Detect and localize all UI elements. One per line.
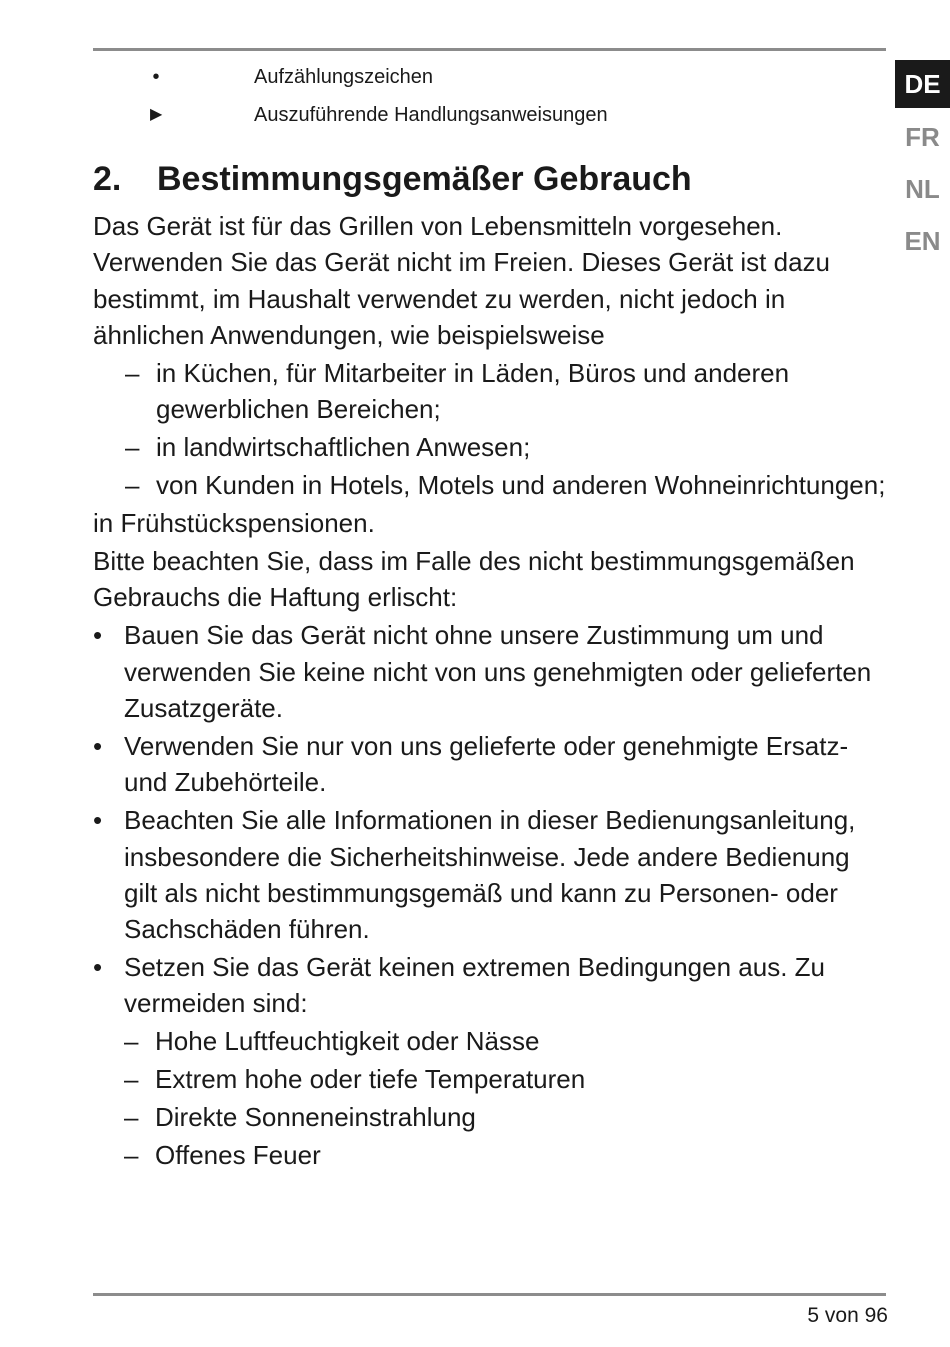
intro-paragraph: Das Gerät ist für das Grillen von Lebensmitteln vorgesehen. Verwenden Sie das Gerät nicht im Freien. Dieses Gerät ist dazu bestimmt, im Haushalt verwendet zu werden, nicht jedoch in ähnlichen Anwendungen, wie beispielsweise [93,211,831,350]
dash-icon: – [124,1140,139,1171]
list-item: – Hohe Luftfeuchtigkeit oder Nässe [124,1023,888,1059]
list-item: • Verwenden Sie nur von uns gelieferte oder genehmigte Ersatz- und Zubehörteile. [93,728,888,801]
symbol-legend [0,62,900,138]
bullet-icon: • [93,952,103,983]
instruction-list [93,617,888,1173]
language-tab-de[interactable]: DE [895,60,950,108]
section-title: Bestimmungsgemäßer Gebrauch [157,160,692,198]
condition-list [124,1023,888,1173]
list-item: – Direkte Sonneneinstrahlung [124,1099,888,1135]
legend-text: Aufzählungszeichen [254,66,434,88]
dash-icon: – [125,357,140,388]
bottom-rule [93,1293,886,1296]
section-body [93,208,888,1175]
example-list [93,355,888,504]
list-item: – in Küchen, für Mitarbeiter in Läden, Büros und anderen gewerblichen Bereichen; [93,355,888,428]
page-number: 5 von 96 [807,1304,888,1327]
triangle-right-icon: ▶ [150,106,163,123]
top-rule [93,48,886,51]
list-item: – in landwirtschaftlichen Anwesen; [93,429,888,465]
list-item: – Extrem hohe oder tiefe Temperaturen [124,1061,888,1097]
dash-icon: – [125,432,140,463]
legend-item-bullet [0,62,900,100]
bullet-icon: • [93,730,103,761]
legend-item-action [0,100,900,138]
language-tab-fr[interactable]: FR [905,122,940,152]
list-item: – Offenes Feuer [124,1137,888,1173]
dash-icon: – [124,1102,139,1133]
bullet-icon: • [93,620,103,651]
language-tab-en[interactable]: EN [904,226,941,256]
after-examples-text: in Frühstückspensionen. [93,508,375,539]
list-item: – von Kunden in Hotels, Motels und anderen Wohneinrichtungen; [93,467,888,503]
bullet-icon: • [93,805,103,836]
dash-icon: – [124,1064,139,1095]
liability-note: Bitte beachten Sie, dass im Falle des nicht bestimmungsgemäßen Gebrauchs die Haftung erlischt: [93,546,855,613]
section-heading [93,155,692,203]
list-item: • Bauen Sie das Gerät nicht ohne unsere Zustimmung um und verwenden Sie keine nicht von uns genehmigten oder gelieferten Zusatzgeräte. [93,617,888,726]
legend-text: Auszuführende Handlungsanweisungen [254,104,608,126]
language-tab-nl[interactable]: NL [905,174,940,204]
list-item: • Beachten Sie alle Informationen in dieser Bedienungsanleitung, insbesondere die Sicherheitshinweise. Jede andere Bedienung gilt als nicht bestimmungsgemäß und kann zu Personen- oder Sachschäden führen. [93,802,888,947]
bullet-icon: • [152,66,160,88]
dash-icon: – [125,470,140,501]
dash-icon: – [124,1026,139,1057]
section-number: 2. [93,160,122,198]
list-item: • Setzen Sie das Gerät keinen extremen Bedingungen aus. Zu vermeiden sind: – Hohe Luftfeuchtigkeit oder Nässe – Extrem hohe oder tiefe Temperaturen – Direkte Sonneneinstrahlung – Offenes Feuer [93,949,888,1174]
